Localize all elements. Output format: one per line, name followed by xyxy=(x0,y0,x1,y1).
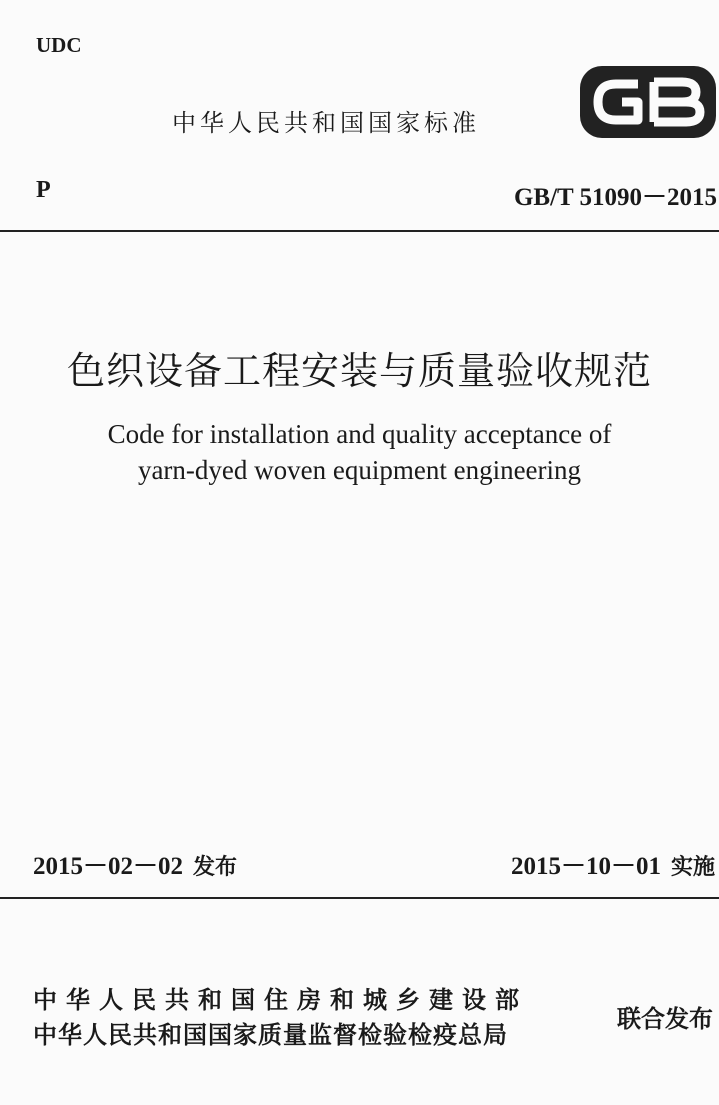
issue-date-block xyxy=(33,846,237,882)
implementation-label: 实施 xyxy=(670,855,715,880)
joint-release-label: 联合发布 xyxy=(617,1005,713,1033)
issue-date: 2015－02－02 xyxy=(33,853,184,880)
issue-label: 发布 xyxy=(193,855,238,880)
gb-logo-icon xyxy=(578,62,718,142)
publisher-aqsiq: 中华人民共和国国家质量监督检验检疫总局 xyxy=(33,1021,508,1049)
implementation-date-block xyxy=(511,846,715,882)
udc-label: UDC xyxy=(36,33,82,57)
standard-number: GB/T 51090－2015 xyxy=(513,184,717,211)
top-divider xyxy=(0,230,719,232)
english-title-line-1: Code for installation and quality acceptance of xyxy=(107,419,612,449)
publisher-ministry: 中华人民共和国住房和城乡建设部 xyxy=(33,986,528,1014)
bottom-divider xyxy=(0,897,719,899)
chinese-title: 色织设备工程安装与质量验收规范 xyxy=(66,349,652,393)
implementation-date: 2015－10－01 xyxy=(510,853,661,880)
english-title xyxy=(0,416,719,488)
national-standard-heading: 中华人民共和国国家标准 xyxy=(172,109,480,137)
classification-code: P xyxy=(36,177,51,203)
english-title-line-2: yarn-dyed woven equipment engineering xyxy=(137,455,582,485)
